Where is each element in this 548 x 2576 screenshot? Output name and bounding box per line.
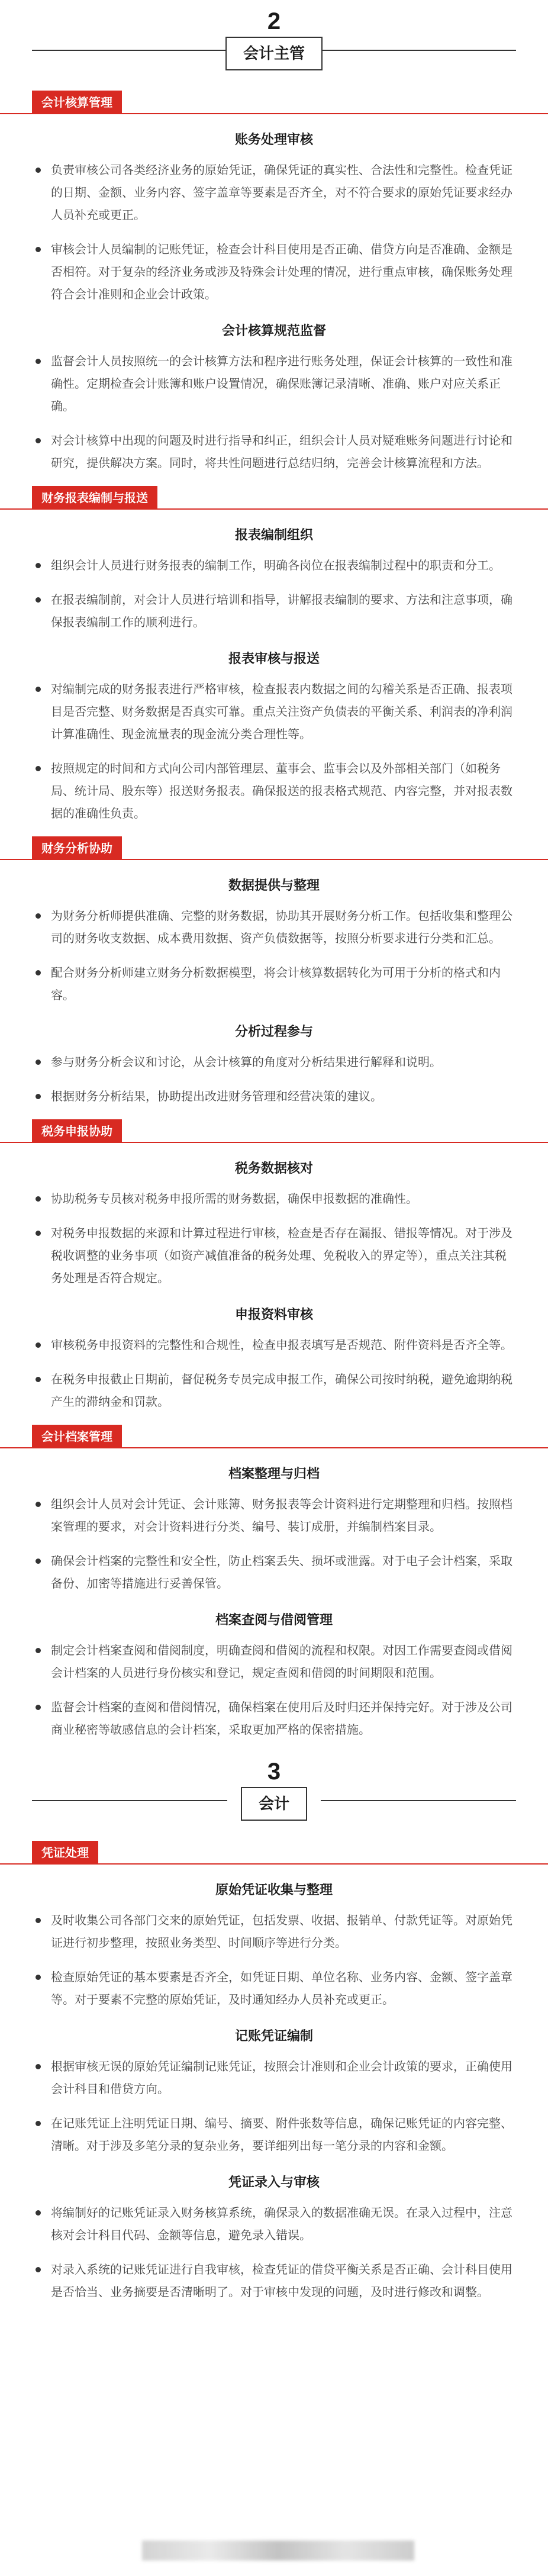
category-label: 财务报表编制与报送	[32, 486, 157, 510]
group-title: 凭证录入与审核	[228, 2175, 320, 2190]
list-item: 审核会计人员编制的记账凭证，检查会计科目使用是否正确、借贷方向是否准确、金额是否相符。对于复杂的经济业务或涉及特殊会计处理的情况，进行重点审核，确保账务处理符合会计准则和企业会计政策。	[32, 238, 516, 305]
bullet-list	[32, 2055, 516, 2157]
list-item: 协助税务专员核对税务申报所需的财务数据，确保申报数据的准确性。	[32, 1187, 516, 1210]
list-item: 按照规定的时间和方式向公司内部管理层、董事会、监事会以及外部相关部门（如税务局、统计局、股东等）报送财务报表。确保报送的报表格式规范、内容完整，并对报表数据的准确性负责。	[32, 757, 516, 825]
list-item: 为财务分析师提供准确、完整的财务数据，协助其开展财务分析工作。包括收集和整理公司的财务收支数据、成本费用数据、资产负债数据等，按照分析要求进行分类和汇总。	[32, 904, 516, 949]
bullet-list	[32, 678, 516, 825]
group-title: 会计核算规范监督	[221, 324, 326, 339]
category-header	[0, 1425, 548, 1448]
list-item: 在税务申报截止日期前，督促税务专员完成申报工作，确保公司按时纳税，避免逾期纳税产生的滞纳金和罚款。	[32, 1368, 516, 1413]
category-label: 会计档案管理	[32, 1425, 122, 1448]
section-title: 会计主管	[225, 37, 323, 70]
category-label: 凭证处理	[32, 1841, 98, 1865]
section-rule-left	[32, 1800, 227, 1801]
group-title: 分析过程参与	[234, 1025, 313, 1039]
bullet-list	[32, 2201, 516, 2303]
list-item: 对编制完成的财务报表进行严格审核，检查报表内数据之间的勾稽关系是否正确、报表项目是否完整、财务数据是否真实可靠。重点关注资产负债表的平衡关系、利润表的净利润计算准确性、现金流量表的现金流分类合理性等。	[32, 678, 516, 745]
list-item: 对录入系统的记账凭证进行自我审核，检查凭证的借贷平衡关系是否正确、会计科目使用是否恰当、业务摘要是否清晰明了。对于审核中发现的问题，及时进行修改和调整。	[32, 2258, 516, 2303]
group-title: 原始凭证收集与整理	[215, 1883, 333, 1898]
group-title: 账务处理审核	[234, 133, 313, 147]
section-number: 3	[267, 1759, 281, 1785]
list-item: 制定会计档案查阅和借阅制度，明确查阅和借阅的流程和权限。对因工作需要查阅或借阅会计档案的人员进行身份核实和登记，规定查阅和借阅的时间期限和范围。	[32, 1639, 516, 1684]
list-item: 组织会计人员对会计凭证、会计账簿、财务报表等会计资料进行定期整理和归档。按照档案管理的要求，对会计资料进行分类、编号、装订成册，并编制档案目录。	[32, 1493, 516, 1538]
section-title: 会计	[241, 1787, 307, 1821]
category-label: 税务申报协助	[32, 1119, 122, 1143]
section-rule-right	[321, 1800, 516, 1801]
section-header	[32, 1759, 516, 1821]
bullet-list	[32, 554, 516, 633]
list-item: 对税务申报数据的来源和计算过程进行审核，检查是否存在漏报、错报等情况。对于涉及税收调整的业务事项（如资产减值准备的税务处理、免税收入的界定等），重点关注其税务处理是否符合规定。	[32, 1222, 516, 1289]
group-title: 报表编制组织	[234, 528, 313, 543]
category-label: 财务分析协助	[32, 836, 122, 860]
list-item: 监督会计人员按照统一的会计核算方法和程序进行账务处理，保证会计核算的一致性和准确性。定期检查会计账簿和账户设置情况，确保账簿记录清晰、准确、账户对应关系正确。	[32, 350, 516, 417]
list-item: 组织会计人员进行财务报表的编制工作，明确各岗位在报表编制过程中的职责和分工。	[32, 554, 516, 577]
category-label: 会计核算管理	[32, 91, 122, 114]
category-header	[0, 91, 548, 114]
section-rule-right	[321, 50, 516, 51]
list-item: 负责审核公司各类经济业务的原始凭证，确保凭证的真实性、合法性和完整性。检查凭证的日期、金额、业务内容、签字盖章等要素是否齐全，对不符合要求的原始凭证要求经办人员补充或更正。	[32, 159, 516, 226]
bullet-list	[32, 1639, 516, 1741]
bullet-list	[32, 904, 516, 1006]
blurred-footer-text	[142, 2540, 414, 2561]
group-title: 申报资料审核	[234, 1308, 313, 1322]
category-header	[0, 1119, 548, 1143]
category-header	[0, 1841, 548, 1865]
list-item: 配合财务分析师建立财务分析数据模型，将会计核算数据转化为可用于分析的格式和内容。	[32, 961, 516, 1006]
bullet-list	[32, 1187, 516, 1289]
group-title: 档案整理与归档	[228, 1467, 320, 1482]
list-item: 根据审核无误的原始凭证编制记账凭证，按照会计准则和企业会计政策的要求，正确使用会计科目和借贷方向。	[32, 2055, 516, 2100]
group-title: 档案查阅与借阅管理	[215, 1613, 333, 1628]
list-item: 审核税务申报资料的完整性和合规性，检查申报表填写是否规范、附件资料是否齐全等。	[32, 1334, 516, 1356]
section-number: 2	[267, 8, 281, 34]
section-header	[32, 8, 516, 70]
category-header	[0, 486, 548, 510]
bullet-list	[32, 1493, 516, 1595]
list-item: 根据财务分析结果，协助提出改进财务管理和经营决策的建议。	[32, 1085, 516, 1107]
list-item: 及时收集公司各部门交来的原始凭证，包括发票、收据、报销单、付款凭证等。对原始凭证进行初步整理，按照业务类型、时间顺序等进行分类。	[32, 1909, 516, 1954]
list-item: 确保会计档案的完整性和安全性，防止档案丢失、损坏或泄露。对于电子会计档案，采取备份、加密等措施进行妥善保管。	[32, 1550, 516, 1595]
list-item: 在记账凭证上注明凭证日期、编号、摘要、附件张数等信息，确保记账凭证的内容完整、清晰。对于涉及多笔分录的复杂业务，要详细列出每一笔分录的内容和金额。	[32, 2112, 516, 2157]
category-header	[0, 836, 548, 860]
section-rule-left	[32, 50, 227, 51]
list-item: 对会计核算中出现的问题及时进行指导和纠正，组织会计人员对疑难账务问题进行讨论和研究，提供解决方案。同时，将共性问题进行总结归纳，完善会计核算流程和方法。	[32, 429, 516, 474]
bullet-list	[32, 1909, 516, 2011]
group-title: 数据提供与整理	[228, 878, 320, 893]
group-title: 记账凭证编制	[234, 2029, 313, 2044]
bullet-list	[32, 1334, 516, 1413]
group-title: 报表审核与报送	[228, 652, 320, 666]
list-item: 监督会计档案的查阅和借阅情况，确保档案在使用后及时归还并保持完好。对于涉及公司商业秘密等敏感信息的会计档案，采取更加严格的保密措施。	[32, 1696, 516, 1741]
bullet-list	[32, 159, 516, 305]
bullet-list	[32, 1051, 516, 1107]
list-item: 将编制好的记账凭证录入财务核算系统，确保录入的数据准确无误。在录入过程中，注意核对会计科目代码、金额等信息，避免录入错误。	[32, 2201, 516, 2246]
list-item: 在报表编制前，对会计人员进行培训和指导，讲解报表编制的要求、方法和注意事项，确保报表编制工作的顺利进行。	[32, 588, 516, 633]
bullet-list	[32, 350, 516, 474]
group-title: 税务数据核对	[234, 1161, 313, 1176]
list-item: 检查原始凭证的基本要素是否齐全，如凭证日期、单位名称、业务内容、金额、签字盖章等。对于要素不完整的原始凭证，及时通知经办人员补充或更正。	[32, 1966, 516, 2011]
list-item: 参与财务分析会议和讨论，从会计核算的角度对分析结果进行解释和说明。	[32, 1051, 516, 1073]
